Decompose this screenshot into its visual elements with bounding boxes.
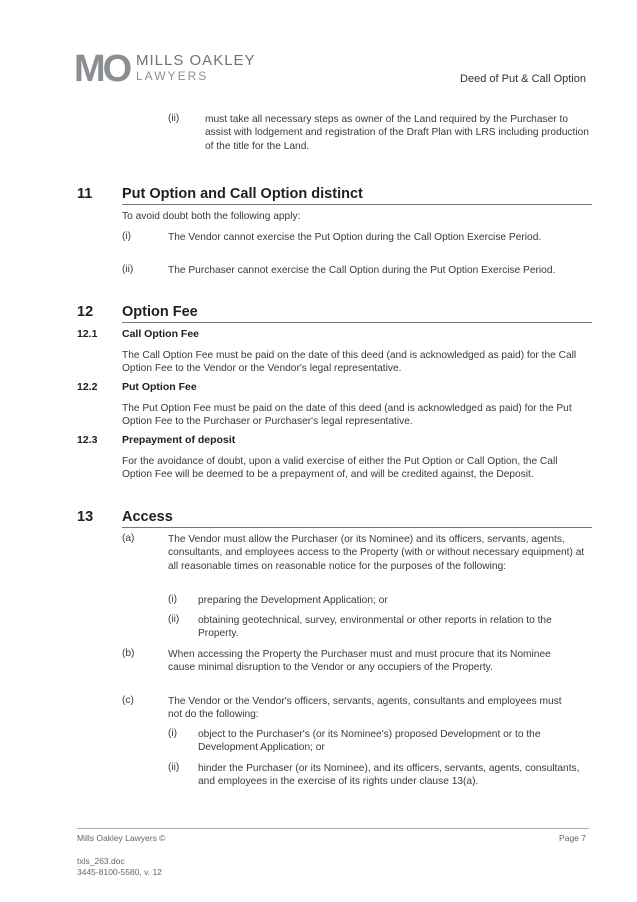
section-title: Access: [122, 509, 173, 525]
firm-logo-subtitle: LAWYERS: [136, 69, 209, 83]
clause-number: (i): [168, 728, 178, 739]
clause-number: (ii): [122, 264, 134, 275]
clause-text: The Vendor cannot exercise the Put Option during the Call Option Exercise Period.: [168, 232, 542, 243]
clause-text: The Vendor must allow the Purchaser (or its Nominee) and its officers, servants, agents, consultants, and employees access to the Property (with or without necessary equipment) at all reasonable times on reasonable notice for the purposes of the following:: [168, 534, 585, 572]
section-title: Put Option and Call Option distinct: [122, 186, 363, 202]
clause-text: object to the Purchaser's (or its Nominee's) proposed Development or to the Development Application; or: [198, 729, 541, 754]
page-number: Page 7: [559, 833, 586, 843]
section-intro: To avoid doubt both the following apply:: [122, 211, 301, 222]
section-number: 13: [77, 509, 94, 525]
clause-number: (a): [122, 533, 135, 544]
clause-text: The Vendor or the Vendor's officers, servants, agents, consultants and employees must not do the following:: [168, 696, 562, 721]
clause-text: The Purchaser cannot exercise the Call Option during the Put Option Exercise Period.: [168, 265, 556, 276]
section-number: 12: [77, 304, 94, 320]
subsection-title: Call Option Fee: [122, 328, 200, 340]
clause-number: (i): [122, 231, 132, 242]
clause-text: obtaining geotechnical, survey, environmental or other reports in relation to the Property.: [198, 615, 552, 640]
clause-text: preparing the Development Application; or: [198, 595, 388, 606]
subsection-title: Prepayment of deposit: [122, 434, 236, 446]
subsection-number: 12.2: [77, 381, 98, 393]
clause-text: When accessing the Property the Purchaser must and must procure that its Nominee cause minimal disruption to the Vendor or any occupiers of the Property.: [168, 649, 551, 674]
footer-rule: [77, 828, 589, 829]
subsection-number: 12.1: [77, 328, 98, 340]
subsection-title: Put Option Fee: [122, 381, 197, 393]
footer-firm: Mills Oakley Lawyers ©: [77, 833, 166, 843]
subsection-text: The Call Option Fee must be paid on the date of this deed (and is acknowledged as paid) for the Call Option Fee to the Vendor or the Vendor's legal representative.: [122, 350, 577, 375]
firm-logo-mark: MO: [74, 48, 130, 90]
section-rule: [122, 527, 592, 528]
firm-logo-name: MILLS OAKLEY: [136, 52, 256, 69]
subsection-text: For the avoidance of doubt, upon a valid exercise of either the Put Option or Call Option, the Call Option Fee will be deemed to be a prepayment of, and will be credited against, the Deposit.: [122, 456, 558, 481]
footer-document-ref: 3445-8100-5580, v. 12: [77, 867, 162, 877]
clause-number: (ii): [168, 614, 180, 625]
clause-number: (i): [168, 594, 178, 605]
clause-number: (ii): [168, 113, 180, 124]
section-title: Option Fee: [122, 304, 198, 320]
clause-number: (ii): [168, 762, 180, 773]
clause-text: must take all necessary steps as owner of the Land required by the Purchaser to assist with lodgement and registration of the Draft Plan with LRS including production of the title for the Land.: [205, 114, 589, 152]
footer-file-name: txls_263.doc: [77, 856, 125, 866]
section-number: 11: [77, 186, 93, 202]
clause-number: (b): [122, 648, 135, 659]
document-title: Deed of Put & Call Option: [460, 73, 586, 85]
clause-text: hinder the Purchaser (or its Nominee), and its officers, servants, agents, consultants, and employees in the exercise of its rights under clause 13(a).: [198, 763, 580, 788]
clause-number: (c): [122, 695, 134, 706]
subsection-number: 12.3: [77, 434, 98, 446]
section-rule: [122, 322, 592, 323]
subsection-text: The Put Option Fee must be paid on the date of this deed (and is acknowledged as paid) for the Put Option Fee to the Purchaser or Purchaser's legal representative.: [122, 403, 572, 428]
section-rule: [122, 204, 592, 205]
